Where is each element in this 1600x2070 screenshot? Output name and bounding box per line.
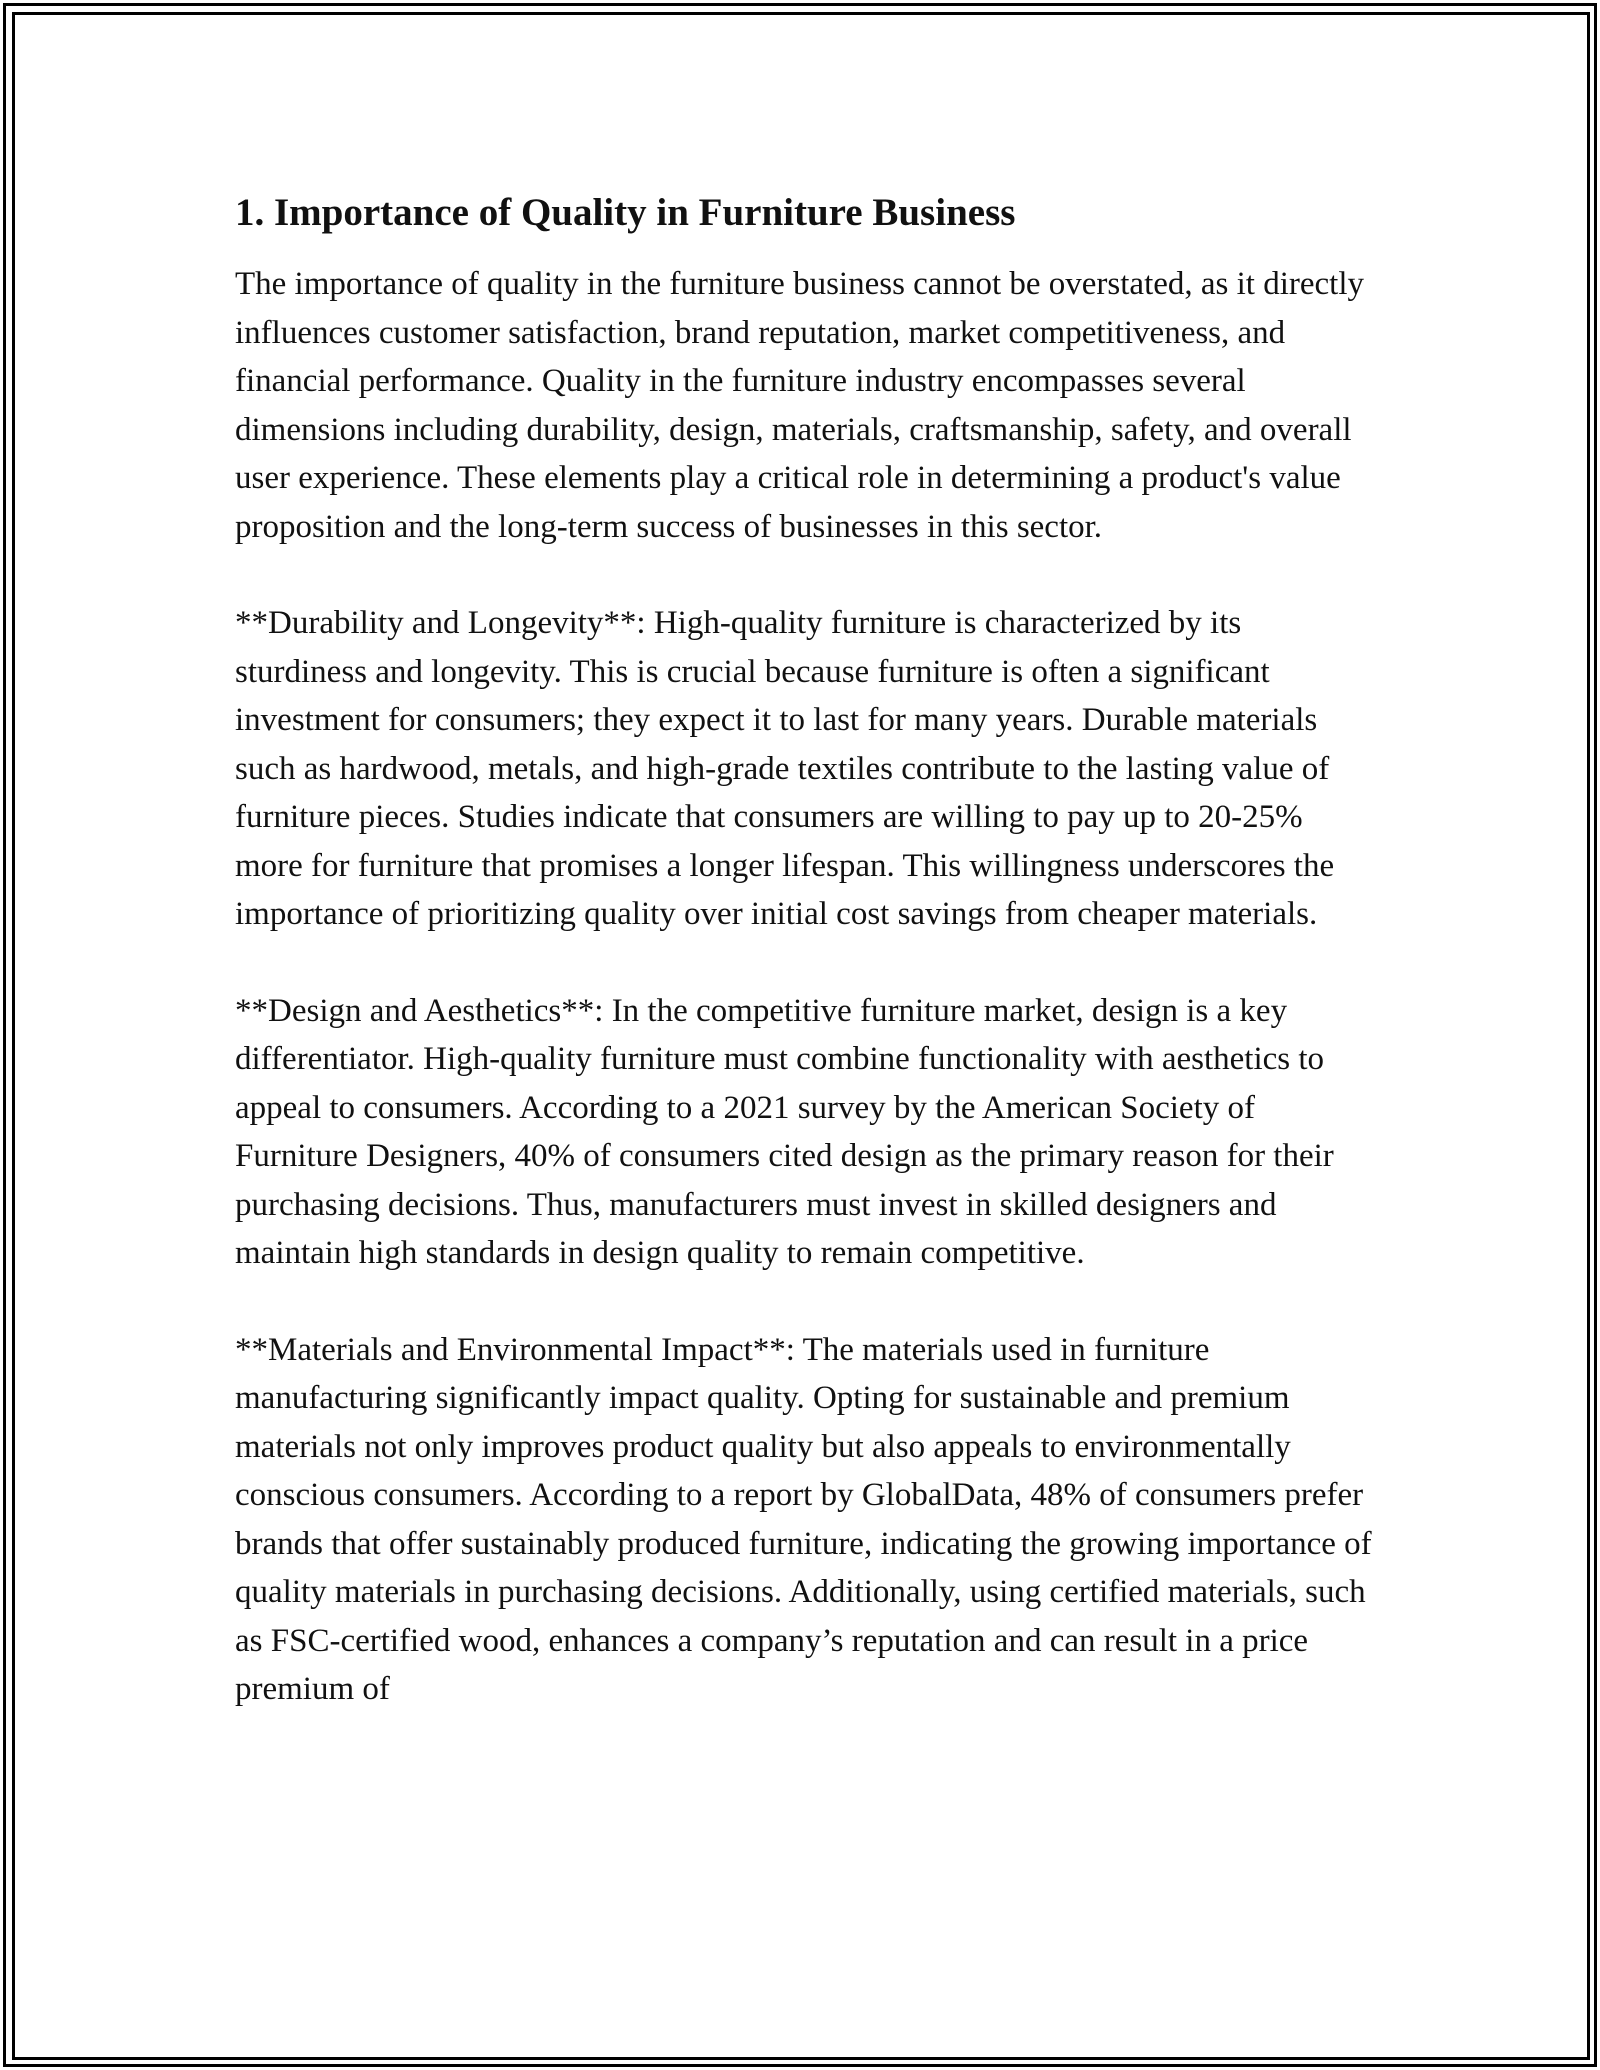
document-body <box>235 190 1375 1762</box>
paragraph-design: **Design and Aesthetics**: In the competitive furniture market, design is a key differentiator. High-quality furniture must combine functionality with aesthetics to appeal to consumers. According to a 2021 survey by the American Society of Furniture Designers, 40% of consumers cited design as the primary reason for their purchasing decisions. Thus, manufacturers must invest in skilled designers and maintain high standards in design quality to remain competitive. <box>235 992 1334 1271</box>
paragraph-durability: **Durability and Longevity**: High-quality furniture is characterized by its sturdiness and longevity. This is crucial because furniture is often a significant investment for consumers; they expect it to last for many years. Durable materials such as hardwood, metals, and high-grade textiles contribute to the lasting value of furniture pieces. Studies indicate that consumers are willing to pay up to 20-25% more for furniture that promises a longer lifespan. This willingness underscores the importance of prioritizing quality over initial cost savings from cheaper materials. <box>235 605 1335 932</box>
section-heading: 1. Importance of Quality in Furniture Business <box>235 191 1016 234</box>
paragraph-materials: **Materials and Environmental Impact**: The materials used in furniture manufacturing significantly impact quality. Opting for sustainable and premium materials not only improves product quality but also appeals to environmentally conscious consumers. According to a report by GlobalData, 48% of consumers prefer brands that offer sustainably produced furniture, indicating the growing importance of quality materials in purchasing decisions. Additionally, using certified materials, such as FSC-certified wood, enhances a company’s reputation and can result in a price premium of <box>235 1331 1372 1707</box>
paragraph-intro: The importance of quality in the furniture business cannot be overstated, as it directly influences customer satisfaction, brand reputation, market competitiveness, and financial performance. Quality in the furniture industry encompasses several dimensions including durability, design, materials, craftsmanship, safety, and overall user experience. These elements play a critical role in determining a product's value proposition and the long-term success of businesses in this sector. <box>235 266 1364 545</box>
